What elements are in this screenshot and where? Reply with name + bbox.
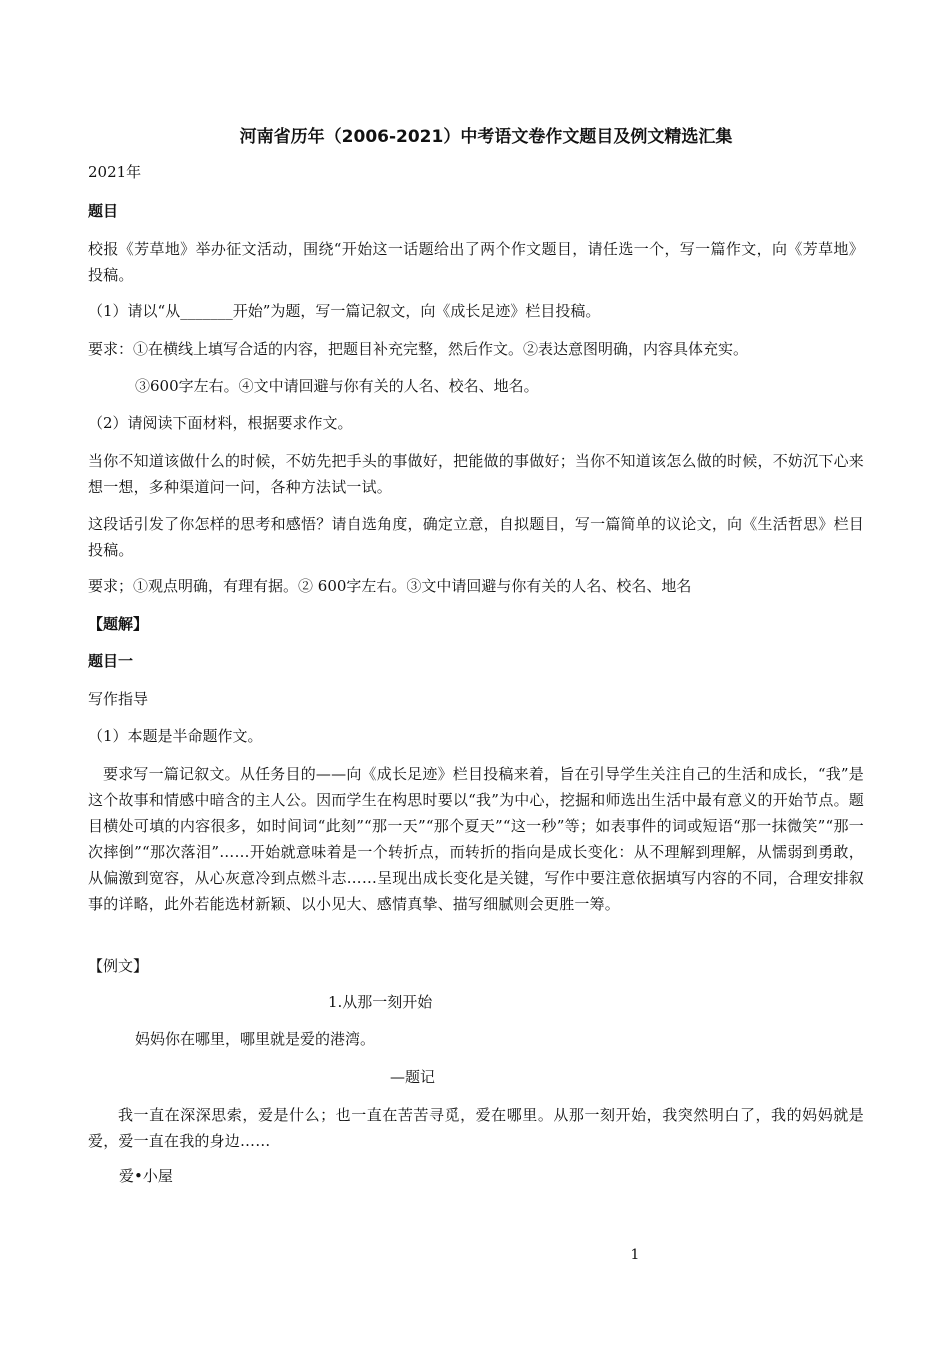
- essay-paragraph-1: 我一直在深深思索，爱是什么；也一直在苦苦寻觅，爱在哪里。从那一刻开始，我突然明白了，我的妈妈就是爱，爱一直在我的身边……: [88, 1106, 864, 1150]
- analysis-paragraph: 要求写一篇记叙文。从任务目的——向《成长足迹》栏目投稿来着，旨在引导学生关注自己的生活和成长，“我”是这个故事和情感中暗含的主人公。因而学生在构思时要以“我”为中心，挖掘和师选出生活中最有意义的开始节点。题目横处可填的内容很多，如时间词“此刻”“那一天”“那个夏天”“这一秒”等；如表事件的词或短语“那一抹微笑”“那一次摔倒”“那次落泪”……开始就意味着是一个转折点，而转折的指向是成长变化：从不理解到理解，从懦弱到勇敢，从偏激到宽容，从心灰意冷到点燃斗志……呈现出成长变化是关键，写作中要注意依据填写内容的不同，合理安排叙事的详略，此外若能选材新颖、以小见大、感情真挚、描写细腻则会更胜一筹。: [88, 765, 864, 913]
- question-1: （1）请以“从_______开始”为题，写一篇记叙文，向《成长足迹》栏目投稿。: [88, 302, 601, 320]
- guidance-label: 写作指导: [88, 690, 149, 708]
- prompt-paragraph: 这段话引发了你怎样的思考和感悟？请自选角度，确定立意，自拟题目，写一篇简单的议论文，向《生活哲思》栏目投稿。: [88, 515, 864, 559]
- requirement-1b: ③600字左右。④文中请回避与你有关的人名、校名、地名。: [135, 377, 539, 395]
- requirement-1a: 要求：①在横线上填写合适的内容，把题目补充完整，然后作文。②表达意图明确，内容具体充实。: [88, 340, 749, 358]
- year-label: 2021年: [88, 163, 142, 181]
- epigraph-source: —题记: [390, 1068, 436, 1086]
- solution-heading: 【题解】: [88, 615, 149, 633]
- page-number: 1: [630, 1247, 640, 1263]
- intro-paragraph: 校报《芳草地》举办征文活动，围绕“开始这一话题给出了两个作文题目，请任选一个，写一篇作文，向《芳草地》投稿。: [88, 240, 864, 284]
- material-paragraph: 当你不知道该做什么的时候，不妨先把手头的事做好，把能做的事做好；当你不知道该怎么做的时候，不妨沉下心来想一想，多种渠道问一问，各种方法试一试。: [88, 452, 864, 496]
- question-2: （2）请阅读下面材料，根据要求作文。: [88, 414, 353, 432]
- section-heading: 爱•小屋: [119, 1167, 173, 1185]
- example-heading: 【例文】: [88, 957, 149, 975]
- topic-heading: 题目: [88, 202, 119, 220]
- requirement-2: 要求；①观点明确，有理有据。② 600字左右。③文中请回避与你有关的人名、校名、地名: [88, 577, 692, 595]
- epigraph: 妈妈你在哪里，哪里就是爱的港湾。: [135, 1030, 376, 1048]
- topic-one-heading: 题目一: [88, 652, 134, 670]
- document-title: 河南省历年（2006-2021）中考语文卷作文题目及例文精选汇集: [239, 127, 733, 147]
- point-1: （1）本题是半命题作文。: [88, 727, 263, 745]
- essay-title: 1.从那一刻开始: [328, 993, 433, 1011]
